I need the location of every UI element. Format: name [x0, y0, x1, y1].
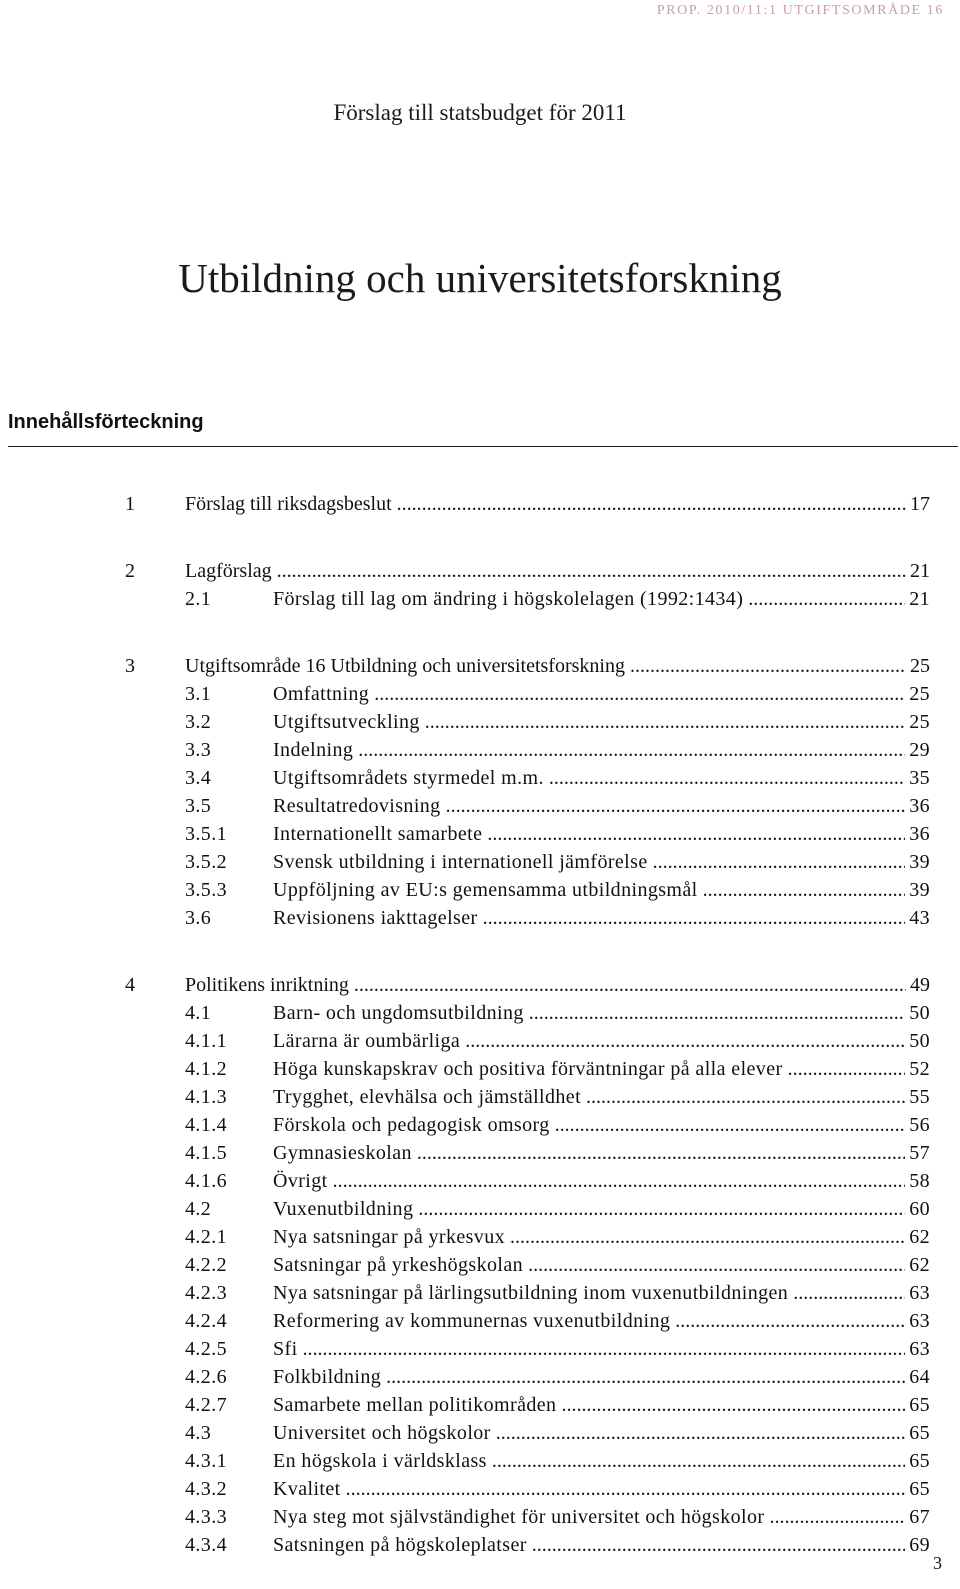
toc-entry[interactable]	[0, 1058, 960, 1086]
toc-entry-title-text: Reformering av kommunernas vuxenutbildning	[273, 1310, 671, 1332]
toc-entry[interactable]	[0, 588, 960, 616]
toc-entry[interactable]	[0, 1142, 960, 1170]
toc-heading: Innehållsförteckning	[8, 411, 204, 433]
toc-entry-number: 4.2.7	[185, 1394, 227, 1416]
toc-entry-title	[273, 1058, 905, 1081]
toc-entry-number: 4.1.2	[185, 1058, 227, 1080]
toc-entry-number: 3.5.1	[185, 823, 227, 845]
toc-entry-number: 1	[125, 493, 135, 515]
toc-entry-title	[273, 1002, 905, 1025]
toc-entry[interactable]	[0, 907, 960, 935]
toc-entry-page: 25	[905, 711, 930, 734]
toc-entry-title-text: Indelning	[273, 739, 354, 761]
toc-entry-page: 21	[906, 560, 930, 583]
toc-entry-page: 57	[905, 1142, 930, 1165]
toc-entry-page: 65	[905, 1422, 930, 1445]
running-head: PROP. 2010/11:1 UTGIFTSOMRÅDE 16	[656, 3, 944, 18]
toc-entry[interactable]	[0, 1338, 960, 1366]
toc-entry[interactable]	[0, 1422, 960, 1450]
toc-entry[interactable]	[0, 1170, 960, 1198]
toc-entry-title-text: Revisionens iakttagelser	[273, 907, 478, 929]
toc-entry-title	[273, 879, 905, 902]
toc-entry-page: 67	[905, 1506, 930, 1529]
toc-entry-number: 4.1	[185, 1002, 212, 1024]
toc-entry-title	[273, 1394, 905, 1417]
toc-entry[interactable]	[0, 1114, 960, 1142]
toc-entry-title-text: Uppföljning av EU:s gemensamma utbildningsmål	[273, 879, 698, 901]
toc-entry-title	[273, 711, 905, 734]
toc-entry-title	[273, 851, 905, 874]
toc-entry-title-text: Kvalitet	[273, 1478, 341, 1500]
toc-entry-title	[273, 683, 905, 706]
toc-entry-number: 4.1.1	[185, 1030, 227, 1052]
toc-entry[interactable]	[0, 1226, 960, 1254]
toc-entry-title-text: Förslag till riksdagsbeslut	[185, 493, 392, 515]
toc-entry-title-text: En högskola i världsklass	[273, 1450, 487, 1472]
toc-entry-page: 43	[905, 907, 930, 930]
toc-entry-number: 3.6	[185, 907, 212, 929]
toc-entry-number: 4.1.3	[185, 1086, 227, 1108]
toc-entry-page: 65	[905, 1478, 930, 1501]
toc-entry[interactable]	[0, 851, 960, 879]
toc-entry-title	[273, 1310, 905, 1333]
toc-entry-title-text: Omfattning	[273, 683, 370, 705]
toc-entry-title-text: Lagförslag	[185, 560, 272, 582]
toc-entry[interactable]	[0, 711, 960, 739]
document-title: Utbildning och universitetsforskning	[178, 255, 782, 301]
toc-entry-number: 4.1.5	[185, 1142, 227, 1164]
toc-entry-number: 4.2.2	[185, 1254, 227, 1276]
toc-entry-title-text: Svensk utbildning i internationell jämförelse	[273, 851, 648, 873]
toc-entry-number: 4.2	[185, 1198, 212, 1220]
toc-entry-number: 4.2.4	[185, 1310, 227, 1332]
toc-entry-number: 4.1.4	[185, 1114, 227, 1136]
toc-entry-number: 3.5	[185, 795, 212, 817]
toc-entry-title	[273, 1534, 905, 1557]
toc-entry[interactable]	[0, 655, 960, 683]
toc-entry-page: 35	[905, 767, 930, 790]
toc-entry[interactable]	[0, 767, 960, 795]
toc-entry-number: 4.3.4	[185, 1534, 227, 1556]
toc-entry[interactable]	[0, 493, 960, 521]
toc-entry-page: 62	[905, 1254, 930, 1277]
toc-entry-title-text: Satsningen på högskoleplatser	[273, 1534, 527, 1556]
toc-entry-number: 2.1	[185, 588, 212, 610]
toc-entry-title-text: Nya satsningar på lärlingsutbildning inom vuxenutbildningen	[273, 1282, 789, 1304]
toc-entry[interactable]	[0, 974, 960, 1002]
toc-entry-title	[273, 1282, 905, 1305]
page-number: 3	[933, 1553, 942, 1573]
toc-entry-page: 39	[905, 879, 930, 902]
toc-entry-title	[273, 1170, 905, 1193]
toc-entry-title-text: Övrigt	[273, 1170, 328, 1192]
toc-entry[interactable]	[0, 1394, 960, 1422]
toc-entry[interactable]	[0, 1198, 960, 1226]
toc-entry-title-text: Utgiftsutveckling	[273, 711, 420, 733]
toc-entry-page: 49	[906, 974, 930, 997]
toc-entry-page: 62	[905, 1226, 930, 1249]
toc-entry-number: 3.5.2	[185, 851, 227, 873]
toc-entry[interactable]	[0, 795, 960, 823]
toc-entry-title-text: Internationellt samarbete	[273, 823, 483, 845]
toc-entry[interactable]	[0, 1534, 960, 1562]
toc-entry-number: 3.3	[185, 739, 212, 761]
toc-entry-title	[273, 588, 905, 611]
toc-entry-title	[273, 739, 905, 762]
toc-entry-number: 3.2	[185, 711, 212, 733]
toc-entry[interactable]	[0, 823, 960, 851]
toc-entry-title	[185, 655, 906, 678]
toc-entry[interactable]	[0, 1086, 960, 1114]
toc-entry-title-text: Trygghet, elevhälsa och jämställdhet	[273, 1086, 582, 1108]
toc-entry[interactable]	[0, 739, 960, 767]
toc-entry-page: 25	[906, 655, 930, 678]
toc-entry-page: 17	[906, 493, 930, 516]
toc-entry-number: 4.3.2	[185, 1478, 227, 1500]
toc-entry-title-text: Folkbildning	[273, 1366, 382, 1388]
toc-entry-title	[273, 1198, 905, 1221]
toc-entry-title	[273, 1478, 905, 1501]
toc-entry-number: 4	[125, 974, 135, 996]
toc-entry-page: 64	[905, 1366, 930, 1389]
toc-entry[interactable]	[0, 1254, 960, 1282]
toc-entry-title	[273, 907, 905, 930]
toc-entry-page: 63	[905, 1282, 930, 1305]
toc-entry-number: 4.3	[185, 1422, 212, 1444]
toc-entry-title-text: Höga kunskapskrav och positiva förväntningar på alla elever	[273, 1058, 783, 1080]
toc-entry-page: 36	[905, 823, 930, 846]
toc-entry[interactable]	[0, 1030, 960, 1058]
toc-entry-title	[185, 974, 906, 997]
toc-entry-number: 4.2.1	[185, 1226, 227, 1248]
toc-entry-page: 50	[905, 1030, 930, 1053]
toc-entry[interactable]	[0, 1450, 960, 1478]
toc-entry-title	[273, 1366, 905, 1389]
toc-entry-title-text: Samarbete mellan politikområden	[273, 1394, 557, 1416]
toc-entry-title	[273, 1086, 905, 1109]
toc-entry-title	[273, 823, 905, 846]
toc-entry-number: 3.1	[185, 683, 212, 705]
toc-entry-number: 4.2.5	[185, 1338, 227, 1360]
toc-entry-page: 63	[905, 1338, 930, 1361]
toc-entry-title-text: Lärarna är oumbärliga	[273, 1030, 461, 1052]
toc-entry-title	[273, 1226, 905, 1249]
toc-entry-page: 39	[905, 851, 930, 874]
toc-entry-page: 36	[905, 795, 930, 818]
toc-entry-title-text: Vuxenutbildning	[273, 1198, 414, 1220]
toc-entry-title	[273, 795, 905, 818]
toc-entry-title	[273, 1254, 905, 1277]
toc-entry-page: 65	[905, 1450, 930, 1473]
toc-entry-number: 3	[125, 655, 135, 677]
toc-entry-page: 69	[905, 1534, 930, 1557]
toc-entry-title	[273, 1030, 905, 1053]
toc-entry-title-text: Sfi	[273, 1338, 298, 1360]
toc-entry-title	[273, 1114, 905, 1137]
toc-entry-number: 3.4	[185, 767, 212, 789]
toc-entry[interactable]	[0, 1282, 960, 1310]
toc-entry-page: 21	[905, 588, 930, 611]
toc-entry-title-text: Nya steg mot självständighet för universitet och högskolor	[273, 1506, 765, 1528]
toc-entry-page: 52	[905, 1058, 930, 1081]
toc-entry-title-text: Gymnasieskolan	[273, 1142, 412, 1164]
toc-entry-page: 65	[905, 1394, 930, 1417]
toc-entry-page: 25	[905, 683, 930, 706]
toc-entry-page: 63	[905, 1310, 930, 1333]
toc-entry-title-text: Utgiftsområdets styrmedel m.m.	[273, 767, 544, 789]
toc-entry-title-text: Utgiftsområde 16 Utbildning och universitetsforskning	[185, 655, 625, 677]
toc-entry-page: 29	[905, 739, 930, 762]
toc-entry-page: 56	[905, 1114, 930, 1137]
toc-entry-page: 50	[905, 1002, 930, 1025]
toc-entry-number: 2	[125, 560, 135, 582]
toc-entry-title-text: Resultatredovisning	[273, 795, 441, 817]
toc-entry[interactable]	[0, 1478, 960, 1506]
toc-entry-title	[273, 1142, 905, 1165]
toc-entry[interactable]	[0, 683, 960, 711]
toc-entry-number: 4.2.6	[185, 1366, 227, 1388]
toc-entry[interactable]	[0, 1002, 960, 1030]
toc-entry-number: 3.5.3	[185, 879, 227, 901]
toc-entry-number: 4.1.6	[185, 1170, 227, 1192]
toc-entry[interactable]	[0, 879, 960, 907]
toc-entry-title	[273, 1338, 905, 1361]
toc-entry-title	[273, 1506, 905, 1529]
toc-entry-title	[273, 1450, 905, 1473]
toc-entry-title-text: Universitet och högskolor	[273, 1422, 491, 1444]
toc-entry-title	[185, 560, 906, 583]
toc-entry[interactable]	[0, 1310, 960, 1338]
toc-entry-number: 4.2.3	[185, 1282, 227, 1304]
toc-entry-number: 4.3.1	[185, 1450, 227, 1472]
toc-entry-title-text: Förslag till lag om ändring i högskolelagen (1992:1434)	[273, 588, 744, 610]
toc-entry-title-text: Nya satsningar på yrkesvux	[273, 1226, 506, 1248]
toc-entry-title-text: Barn- och ungdomsutbildning	[273, 1002, 524, 1024]
toc-entry-title	[185, 493, 906, 516]
toc-entry-title-text: Politikens inriktning	[185, 974, 349, 996]
toc-entry[interactable]	[0, 560, 960, 588]
toc-entry-page: 58	[905, 1170, 930, 1193]
toc-entry-number: 4.3.3	[185, 1506, 227, 1528]
toc-entry[interactable]	[0, 1366, 960, 1394]
toc-entry-title	[273, 1422, 905, 1445]
toc-entry[interactable]	[0, 1506, 960, 1534]
document-subtitle: Förslag till statsbudget för 2011	[333, 100, 627, 125]
toc-entry-title-text: Förskola och pedagogisk omsorg	[273, 1114, 550, 1136]
toc-entry-title-text: Satsningar på yrkeshögskolan	[273, 1254, 524, 1276]
toc-entry-page: 55	[905, 1086, 930, 1109]
toc-entry-page: 60	[905, 1198, 930, 1221]
toc-entry-title	[273, 767, 905, 790]
